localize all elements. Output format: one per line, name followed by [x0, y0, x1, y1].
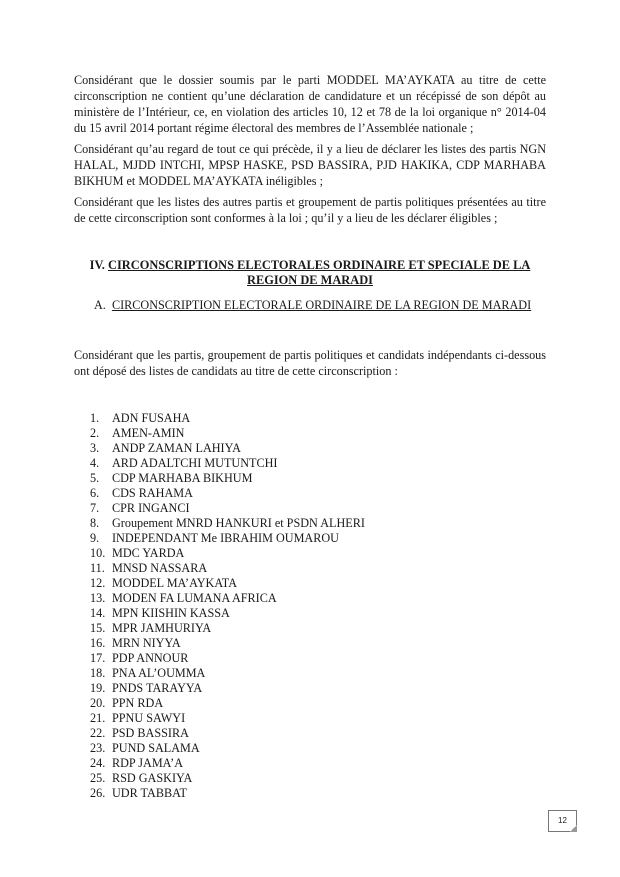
list-item	[90, 456, 365, 471]
list-item-number: 10.	[90, 546, 106, 560]
list-item-text: RDP JAMA’A	[112, 756, 183, 770]
list-item	[90, 411, 365, 426]
list-item	[90, 756, 365, 771]
list-item	[90, 771, 365, 786]
list-item-number: 13.	[90, 591, 106, 605]
list-item	[90, 741, 365, 756]
list-item-text: PPN RDA	[112, 696, 164, 710]
list-item-number: 20.	[90, 696, 106, 710]
list-item-text: AMEN-AMIN	[112, 426, 185, 440]
page-corner-fold	[570, 825, 577, 832]
list-item-text: PNA AL’OUMMA	[112, 666, 206, 680]
list-item	[90, 786, 365, 801]
list-item-text: MODEN FA LUMANA AFRICA	[112, 591, 277, 605]
list-item	[90, 696, 365, 711]
list-item-number: 23.	[90, 741, 106, 755]
list-item-text: UDR TABBAT	[112, 786, 187, 800]
list-item-text: MNSD NASSARA	[112, 561, 208, 575]
list-item	[90, 681, 365, 696]
list-item-text: MODDEL MA’AYKATA	[112, 576, 238, 590]
list-item-text: PNDS TARAYYA	[112, 681, 203, 695]
list-item	[90, 531, 365, 546]
list-item-number: 17.	[90, 651, 106, 665]
section-heading	[74, 258, 546, 288]
list-item-number: 15.	[90, 621, 106, 635]
list-item	[90, 546, 365, 561]
list-item-text: MDC YARDA	[112, 546, 185, 560]
list-item	[90, 441, 365, 456]
list-item-text: ANDP ZAMAN LAHIYA	[112, 441, 241, 455]
list-item-text: MPR JAMHURIYA	[112, 621, 212, 635]
list-item-text: MPN KIISHIN KASSA	[112, 606, 230, 620]
subsection-title: CIRCONSCRIPTION ELECTORALE ORDINAIRE DE LA REGION DE MARADI	[111, 298, 532, 312]
list-item	[90, 711, 365, 726]
list-item-number: 24.	[90, 756, 106, 770]
paragraph-deposited-lists: Considérant que les partis, groupement de partis politiques et candidats indépendants ci-dessous ont déposé des listes de candidats au titre de cette circonscription :	[74, 348, 546, 378]
party-list	[90, 411, 365, 801]
list-item	[90, 606, 365, 621]
list-item	[90, 636, 365, 651]
list-item-number: 25.	[90, 771, 106, 785]
paragraph-moddel-dossier: Considérant que le dossier soumis par le parti MODDEL MA’AYKATA au titre de cette circonscription ne contient qu’une déclaration de candidature et un récépissé de son dépôt au ministère de l’Intérieur, ce, en violation des articles 10, 12 et 78 de la loi organique n° 2014-04 du 15 avril 2014 portant régime électoral des membres de l’Assemblée nationale ;	[74, 73, 546, 135]
list-item-number: 26.	[90, 786, 106, 800]
list-item-number: 14.	[90, 606, 106, 620]
list-item-number: 4.	[90, 456, 100, 470]
list-item	[90, 486, 365, 501]
list-item-text: MRN NIYYA	[112, 636, 181, 650]
list-item-number: 19.	[90, 681, 106, 695]
list-item-text: RSD GASKIYA	[112, 771, 193, 785]
section-number: IV.	[89, 258, 105, 272]
list-item-text: ADN FUSAHA	[112, 411, 191, 425]
list-item-number: 11.	[90, 561, 105, 575]
list-item	[90, 576, 365, 591]
list-item-text: CPR INGANCI	[112, 501, 190, 515]
list-item-text: CDP MARHABA BIKHUM	[112, 471, 253, 485]
list-item-text: INDEPENDANT Me IBRAHIM OUMAROU	[112, 531, 339, 545]
list-item-text: ARD ADALTCHI MUTUNTCHI	[112, 456, 278, 470]
list-item-number: 22.	[90, 726, 106, 740]
list-item-number: 12.	[90, 576, 106, 590]
list-item	[90, 666, 365, 681]
list-item-text: PDP ANNOUR	[112, 651, 189, 665]
subsection-heading	[94, 297, 554, 313]
list-item-number: 21.	[90, 711, 106, 725]
page-number-box	[548, 810, 577, 832]
list-item-number: 18.	[90, 666, 106, 680]
paragraph-eligible-lists: Considérant que les listes des autres partis et groupement de partis politiques présentées au titre de cette circonscription sont conformes à la loi ; qu’il y a lieu de les déclarer éligibles ;	[74, 195, 546, 225]
list-item-number: 3.	[90, 441, 100, 455]
list-item	[90, 651, 365, 666]
list-item	[90, 501, 365, 516]
section-title: CIRCONSCRIPTIONS ELECTORALES ORDINAIRE ET SPECIALE DE LA REGION DE MARADI	[108, 258, 531, 287]
list-item	[90, 426, 365, 441]
list-item-number: 2.	[90, 426, 100, 440]
list-item-number: 8.	[90, 516, 100, 530]
list-item	[90, 471, 365, 486]
list-item	[90, 726, 365, 741]
list-item-text: PPNU SAWYI	[112, 711, 186, 725]
list-item-number: 1.	[90, 411, 100, 425]
list-item-text: PSD BASSIRA	[112, 726, 189, 740]
subsection-letter: A.	[94, 298, 106, 312]
list-item-number: 9.	[90, 531, 100, 545]
list-item-text: Groupement MNRD HANKURI et PSDN ALHERI	[112, 516, 365, 530]
list-item-text: PUND SALAMA	[112, 741, 200, 755]
list-item	[90, 561, 365, 576]
list-item	[90, 516, 365, 531]
paragraph-ineligible-lists: Considérant qu’au regard de tout ce qui précède, il y a lieu de déclarer les listes des partis NGN HALAL, MJDD INTCHI, MPSP HASKE, PSD BASSIRA, PJD HAKIKA, CDP MARHABA BIKHUM et MODDEL MA’AYKATA inéligibles ;	[74, 142, 546, 188]
list-item-number: 6.	[90, 486, 100, 500]
list-item-number: 7.	[90, 501, 100, 515]
list-item-number: 5.	[90, 471, 100, 485]
list-item-text: CDS RAHAMA	[112, 486, 193, 500]
list-item	[90, 621, 365, 636]
list-item	[90, 591, 365, 606]
page-number: 12	[558, 816, 567, 825]
list-item-number: 16.	[90, 636, 106, 650]
